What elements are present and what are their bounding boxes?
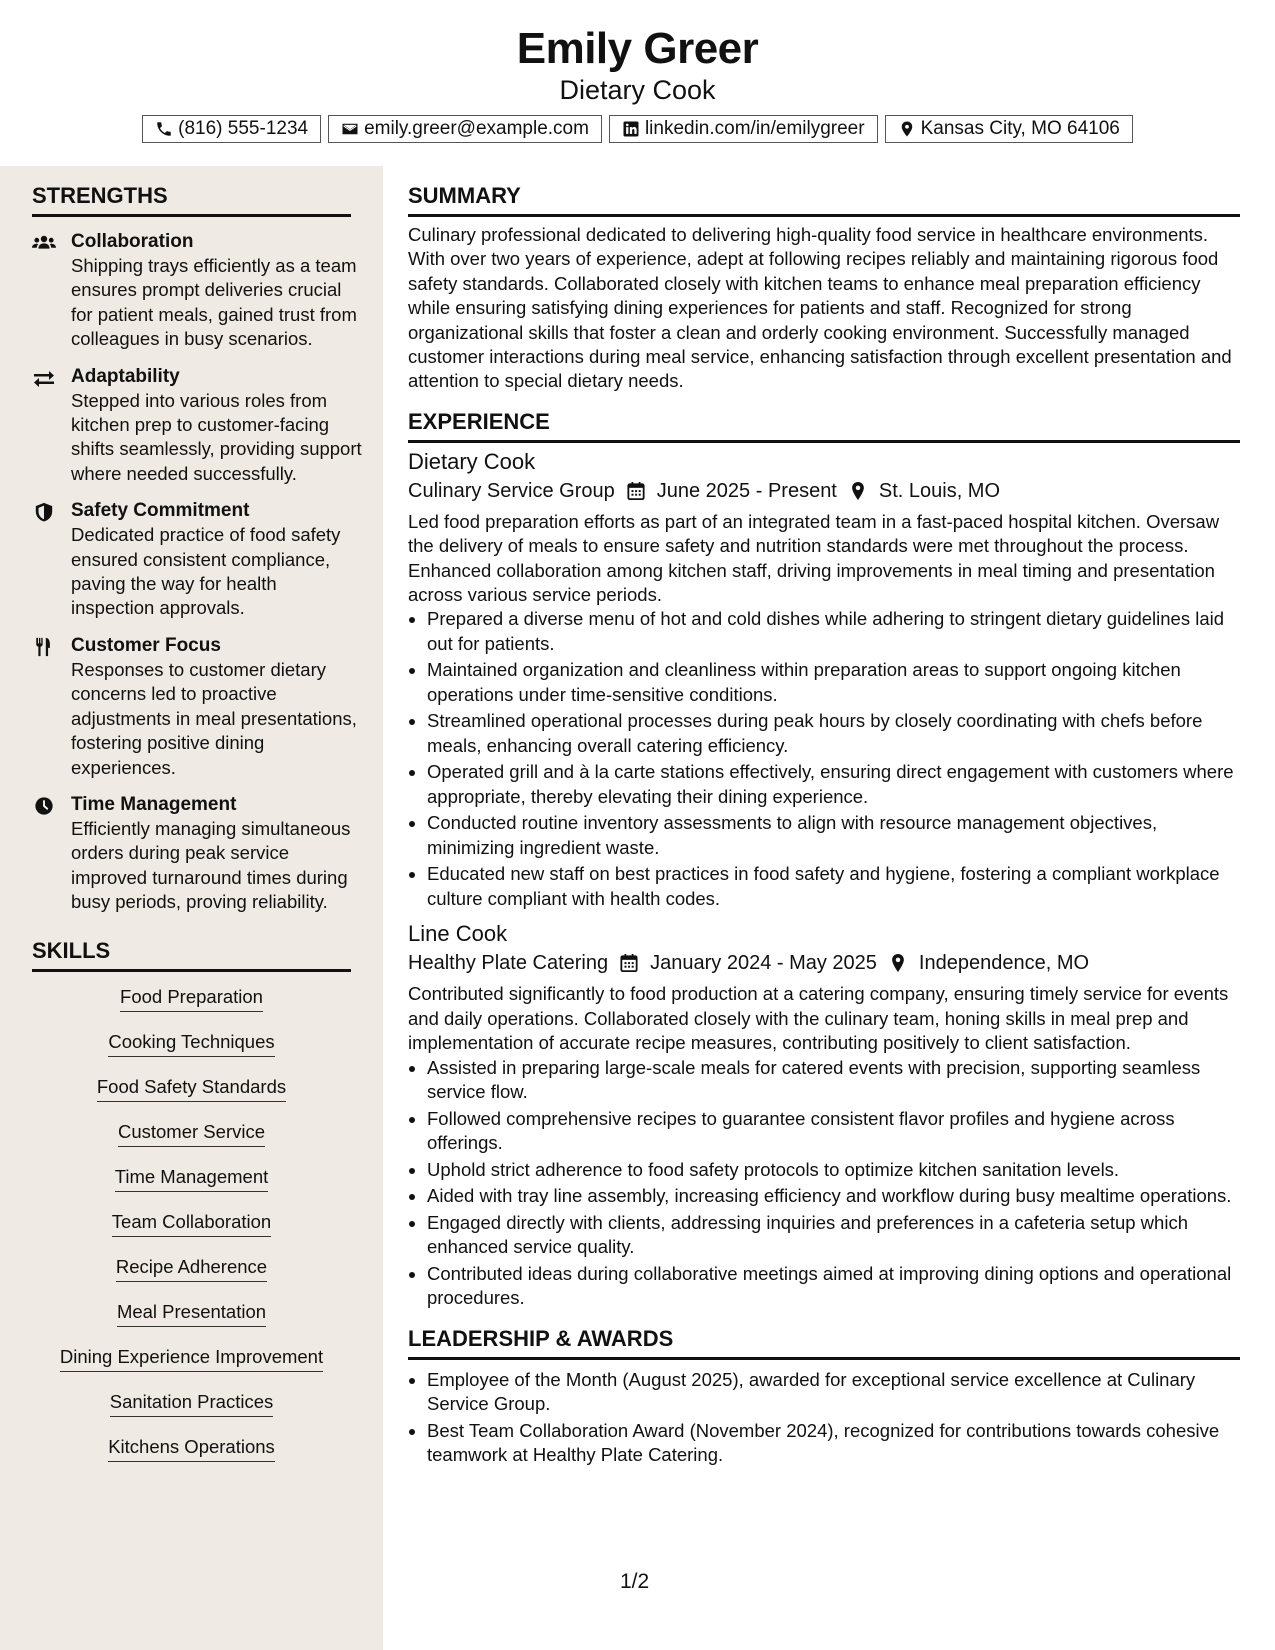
job-meta bbox=[408, 477, 1240, 505]
skill-item bbox=[32, 1030, 351, 1075]
clock-icon bbox=[32, 796, 56, 816]
arrows-exchange-icon bbox=[32, 368, 56, 388]
skill-item bbox=[32, 1390, 351, 1435]
skills-heading: SKILLS bbox=[32, 937, 351, 972]
utensils-icon bbox=[32, 637, 56, 657]
list-item: • Contributed ideas during collaborative meetings aimed at improving dining options and operational procedures. bbox=[427, 1262, 1240, 1311]
job-company: Culinary Service Group bbox=[408, 479, 615, 502]
contact-linkedin-text: linkedin.com/in/emilygreer bbox=[644, 118, 865, 139]
job-description: Contributed significantly to food production at a catering company, ensuring timely service for events and daily operations. Collaborated closely with the culinary team, honing skills in meal prep and implementation of accurate recipe measures, contributing positively to client satisfaction. bbox=[408, 983, 1229, 1054]
list-item: • Conducted routine inventory assessments to align with resource management objectives, minimizing ingredient waste. bbox=[427, 811, 1240, 860]
page-number: 1/2 bbox=[620, 1570, 650, 1593]
summary-text: Culinary professional dedicated to delivering high-quality food service in healthcare environments. With over two years of experience, adept at following recipes reliably and maintaining rigorous food safety standards. Collaborated closely with kitchen teams to enhance meal preparation efficiency while ensuring satisfying dining experiences for patients and staff. Recognized for strong organizational skills that foster a clean and orderly cooking environment. Successfully managed customer interactions during meal service, enhancing satisfaction through excellent presentation and attention to special dietary needs. bbox=[408, 224, 1232, 392]
job-dates: June 2025 - Present bbox=[656, 479, 837, 502]
skill-label: Meal Presentation bbox=[117, 1300, 266, 1327]
awards-list bbox=[408, 1368, 1240, 1468]
main-content bbox=[408, 166, 1240, 1470]
awards-heading: LEADERSHIP & AWARDS bbox=[408, 1325, 1240, 1360]
skill-label: Customer Service bbox=[118, 1120, 265, 1147]
job-description: Led food preparation efforts as part of an integrated team in a fast-paced hospital kitchen. Oversaw the delivery of meals to ensure safety and nutrition standards were met throughout the process. Enhanced collaboration among kitchen staff, driving improvements in meal timing and presentation across various service periods. bbox=[408, 510, 1220, 606]
shield-icon bbox=[32, 502, 56, 522]
skill-item bbox=[32, 1345, 351, 1390]
job-meta bbox=[408, 949, 1240, 977]
job-location: Independence, MO bbox=[918, 952, 1090, 975]
skill-label: Dining Experience Improvement bbox=[60, 1345, 323, 1372]
skill-label: Recipe Adherence bbox=[116, 1255, 267, 1282]
job-dates: January 2024 - May 2025 bbox=[650, 952, 877, 975]
contact-phone[interactable] bbox=[142, 115, 321, 143]
skill-item bbox=[32, 1120, 351, 1165]
job-location: St. Louis, MO bbox=[878, 479, 1001, 502]
contact-location[interactable] bbox=[885, 115, 1133, 143]
skill-item bbox=[32, 985, 351, 1030]
strength-desc: Responses to customer dietary concerns led to proactive adjustments in meal presentations, fostering positive dining experiences. bbox=[71, 658, 357, 778]
skills-list bbox=[0, 985, 383, 1480]
job-bullets bbox=[408, 607, 1240, 911]
skill-label: Team Collaboration bbox=[112, 1210, 271, 1237]
strength-desc: Dedicated practice of food safety ensured consistent compliance, paving the way for health inspection approvals. bbox=[71, 524, 341, 619]
list-item: • Employee of the Month (August 2025), awarded for exceptional service excellence at Culinary Service Group. bbox=[427, 1368, 1240, 1417]
list-item: • Maintained organization and cleanliness within preparation areas to support ongoing kitchen operations under time-sensitive conditions. bbox=[427, 658, 1240, 707]
contact-email[interactable] bbox=[328, 115, 602, 143]
skill-item bbox=[32, 1165, 351, 1210]
resume-header bbox=[0, 0, 1275, 166]
contact-phone-text: (816) 555-1234 bbox=[178, 118, 309, 139]
list-item: • Prepared a diverse menu of hot and cold dishes while adhering to stringent dietary guidelines laid out for patients. bbox=[427, 607, 1240, 656]
map-pin-icon bbox=[849, 481, 867, 501]
strength-title: Adaptability bbox=[71, 365, 180, 387]
list-item: • Uphold strict adherence to food safety protocols to optimize kitchen sanitation levels. bbox=[427, 1158, 1240, 1182]
summary-heading: SUMMARY bbox=[408, 182, 1240, 217]
list-item: • Educated new staff on best practices in food safety and hygiene, fostering a compliant workplace culture compliant with health codes. bbox=[427, 862, 1240, 911]
job-entry bbox=[408, 448, 1240, 911]
contact-email-text: emily.greer@example.com bbox=[364, 118, 589, 139]
experience-heading: EXPERIENCE bbox=[408, 408, 1240, 443]
list-item: • Streamlined operational processes during peak hours by closely coordinating with chefs before meals, enhancing overall catering efficiency. bbox=[427, 709, 1240, 758]
strength-desc: Shipping trays efficiently as a team ensures prompt deliveries crucial for patient meals, gained trust from colleagues in busy scenarios. bbox=[71, 255, 357, 350]
skill-item bbox=[32, 1435, 351, 1480]
list-item: • Followed comprehensive recipes to guarantee consistent flavor profiles and hygiene across offerings. bbox=[427, 1107, 1240, 1156]
skill-label: Food Safety Standards bbox=[97, 1075, 286, 1102]
skill-label: Cooking Techniques bbox=[108, 1030, 274, 1057]
list-item: • Best Team Collaboration Award (November 2024), recognized for contributions towards cohesive teamwork at Healthy Plate Catering. bbox=[427, 1419, 1240, 1468]
strength-title: Customer Focus bbox=[71, 634, 221, 656]
candidate-name: Emily Greer bbox=[516, 24, 759, 73]
skill-label: Kitchens Operations bbox=[108, 1435, 275, 1462]
calendar-icon bbox=[620, 953, 638, 973]
list-item: • Aided with tray line assembly, increasing efficiency and workflow during busy mealtime operations. bbox=[427, 1184, 1240, 1208]
contact-location-text: Kansas City, MO 64106 bbox=[920, 118, 1120, 139]
strength-item bbox=[32, 793, 362, 915]
contact-bar bbox=[0, 115, 1275, 143]
strength-item bbox=[32, 230, 362, 352]
linkedin-icon bbox=[622, 120, 640, 138]
skill-item bbox=[32, 1210, 351, 1255]
skill-label: Food Preparation bbox=[120, 985, 263, 1012]
list-item: • Operated grill and à la carte stations effectively, ensuring direct engagement with customers where appropriate, thereby elevating their dining experience. bbox=[427, 760, 1240, 809]
skill-label: Sanitation Practices bbox=[110, 1390, 274, 1417]
skill-label: Time Management bbox=[115, 1165, 269, 1192]
list-item: • Assisted in preparing large-scale meals for catered events with precision, supporting seamless service flow. bbox=[427, 1056, 1240, 1105]
sidebar bbox=[0, 166, 383, 1650]
phone-icon bbox=[155, 120, 173, 138]
strength-title: Collaboration bbox=[71, 231, 194, 252]
job-title: Dietary Cook bbox=[408, 448, 536, 474]
contact-linkedin[interactable] bbox=[609, 115, 878, 143]
strengths-list bbox=[32, 230, 362, 915]
strength-item bbox=[32, 499, 362, 621]
job-title: Line Cook bbox=[408, 921, 508, 947]
strengths-heading: STRENGTHS bbox=[32, 182, 351, 217]
calendar-icon bbox=[627, 481, 645, 501]
candidate-title: Dietary Cook bbox=[559, 75, 716, 105]
job-entry bbox=[408, 920, 1240, 1310]
users-icon bbox=[32, 233, 56, 253]
strength-desc: Stepped into various roles from kitchen prep to customer-facing shifts seamlessly, providing support where needed successfully. bbox=[71, 389, 362, 484]
skill-item bbox=[32, 1075, 351, 1120]
list-item: • Engaged directly with clients, addressing inquiries and preferences in a cafeteria setup which enhanced service quality. bbox=[427, 1211, 1240, 1260]
skill-item bbox=[32, 1300, 351, 1345]
map-pin-icon bbox=[889, 953, 907, 973]
strength-desc: Efficiently managing simultaneous orders during peak service improved turnaround times during busy periods, proving reliability. bbox=[71, 817, 351, 913]
strength-title: Safety Commitment bbox=[71, 500, 250, 522]
skill-item bbox=[32, 1255, 351, 1300]
strength-title: Time Management bbox=[71, 793, 237, 815]
strength-item bbox=[32, 365, 362, 487]
map-pin-icon bbox=[898, 120, 916, 138]
envelope-icon bbox=[341, 120, 359, 138]
job-company: Healthy Plate Catering bbox=[408, 952, 609, 975]
strength-item bbox=[32, 634, 362, 780]
job-bullets bbox=[408, 1056, 1240, 1311]
